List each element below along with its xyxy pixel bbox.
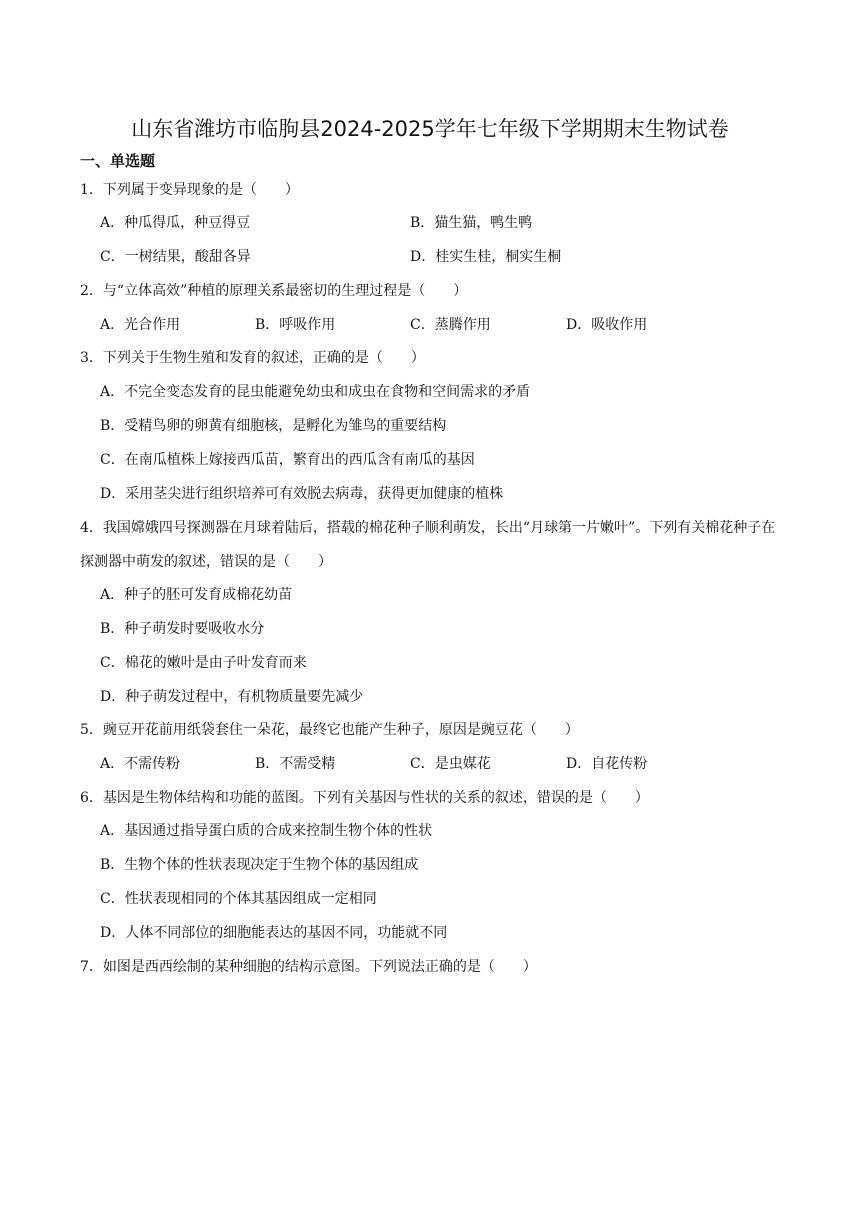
question-2-option-b: B．呼吸作用 — [255, 317, 336, 333]
question-6-option-b: B．生物个体的性状表现决定于生物个体的基因组成 — [100, 857, 419, 873]
question-5-option-d: D．自花传粉 — [566, 756, 648, 772]
question-2-option-d: D．吸收作用 — [566, 317, 648, 333]
question-4-option-a: A．种子的胚可发育成棉花幼苗 — [100, 587, 293, 603]
question-5-stem: 5．豌豆开花前用纸袋套住一朵花，最终它也能产生种子，原因是豌豆花（ ） — [80, 722, 579, 738]
exam-title: 山东省潍坊市临朐县2024-2025学年七年级下学期期末生物试卷 — [131, 117, 729, 141]
question-1-option-c: C．一树结果，酸甜各异 — [100, 249, 251, 265]
question-4-option-b: B．种子萌发时要吸收水分 — [100, 621, 265, 637]
question-2-option-a: A．光合作用 — [100, 317, 181, 333]
question-6-stem: 6．基因是生物体结构和功能的蓝图。下列有关基因与性状的关系的叙述，错误的是（ ） — [80, 790, 649, 806]
question-1-option-d: D．桂实生桂，桐实生桐 — [410, 249, 562, 265]
question-5-option-a: A．不需传粉 — [100, 756, 181, 772]
question-1-option-b: B．猫生猫，鸭生鸭 — [410, 215, 533, 231]
question-4-stem: 4．我国嫦娥四号探测器在月球着陆后，搭载的棉花种子顺利萌发，长出“月球第一片嫩叶”。下列有关棉花种子在探测器中萌发的叙述，错误的是（ ） — [80, 520, 776, 570]
question-7-stem: 7．如图是西西绘制的某种细胞的结构示意图。下列说法正确的是（ ） — [80, 959, 537, 975]
question-6-option-a: A．基因通过指导蛋白质的合成来控制生物个体的性状 — [100, 823, 433, 839]
question-4-option-c: C．棉花的嫩叶是由子叶发育而来 — [100, 655, 307, 671]
question-3-option-d: D．采用茎尖进行组织培养可有效脱去病毒，获得更加健康的植株 — [100, 486, 504, 502]
question-5-option-c: C．是虫媒花 — [410, 756, 491, 772]
section-heading: 一、单选题 — [80, 152, 156, 170]
question-2-option-c: C．蒸腾作用 — [410, 317, 491, 333]
question-1-option-a: A．种瓜得瓜，种豆得豆 — [100, 215, 251, 231]
question-1-stem: 1．下列属于变异现象的是（ ） — [80, 182, 299, 198]
question-3-option-c: C．在南瓜植株上嫁接西瓜苗，繁育出的西瓜含有南瓜的基因 — [100, 452, 475, 468]
question-3-option-b: B．受精鸟卵的卵黄有细胞核，是孵化为雏鸟的重要结构 — [100, 418, 447, 434]
question-3-stem: 3．下列关于生物生殖和发育的叙述，正确的是（ ） — [80, 350, 425, 366]
question-3-option-a: A．不完全变态发育的昆虫能避免幼虫和成虫在食物和空间需求的矛盾 — [100, 384, 531, 400]
question-4-option-d: D．种子萌发过程中，有机物质量要先减少 — [100, 689, 364, 705]
question-6-option-d: D．人体不同部位的细胞能表达的基因不同，功能就不同 — [100, 925, 448, 941]
question-2-stem: 2．与“立体高效”种植的原理关系最密切的生理过程是（ ） — [80, 283, 468, 299]
question-5-option-b: B．不需受精 — [255, 756, 336, 772]
question-6-option-c: C．性状表现相同的个体其基因组成一定相同 — [100, 891, 377, 907]
